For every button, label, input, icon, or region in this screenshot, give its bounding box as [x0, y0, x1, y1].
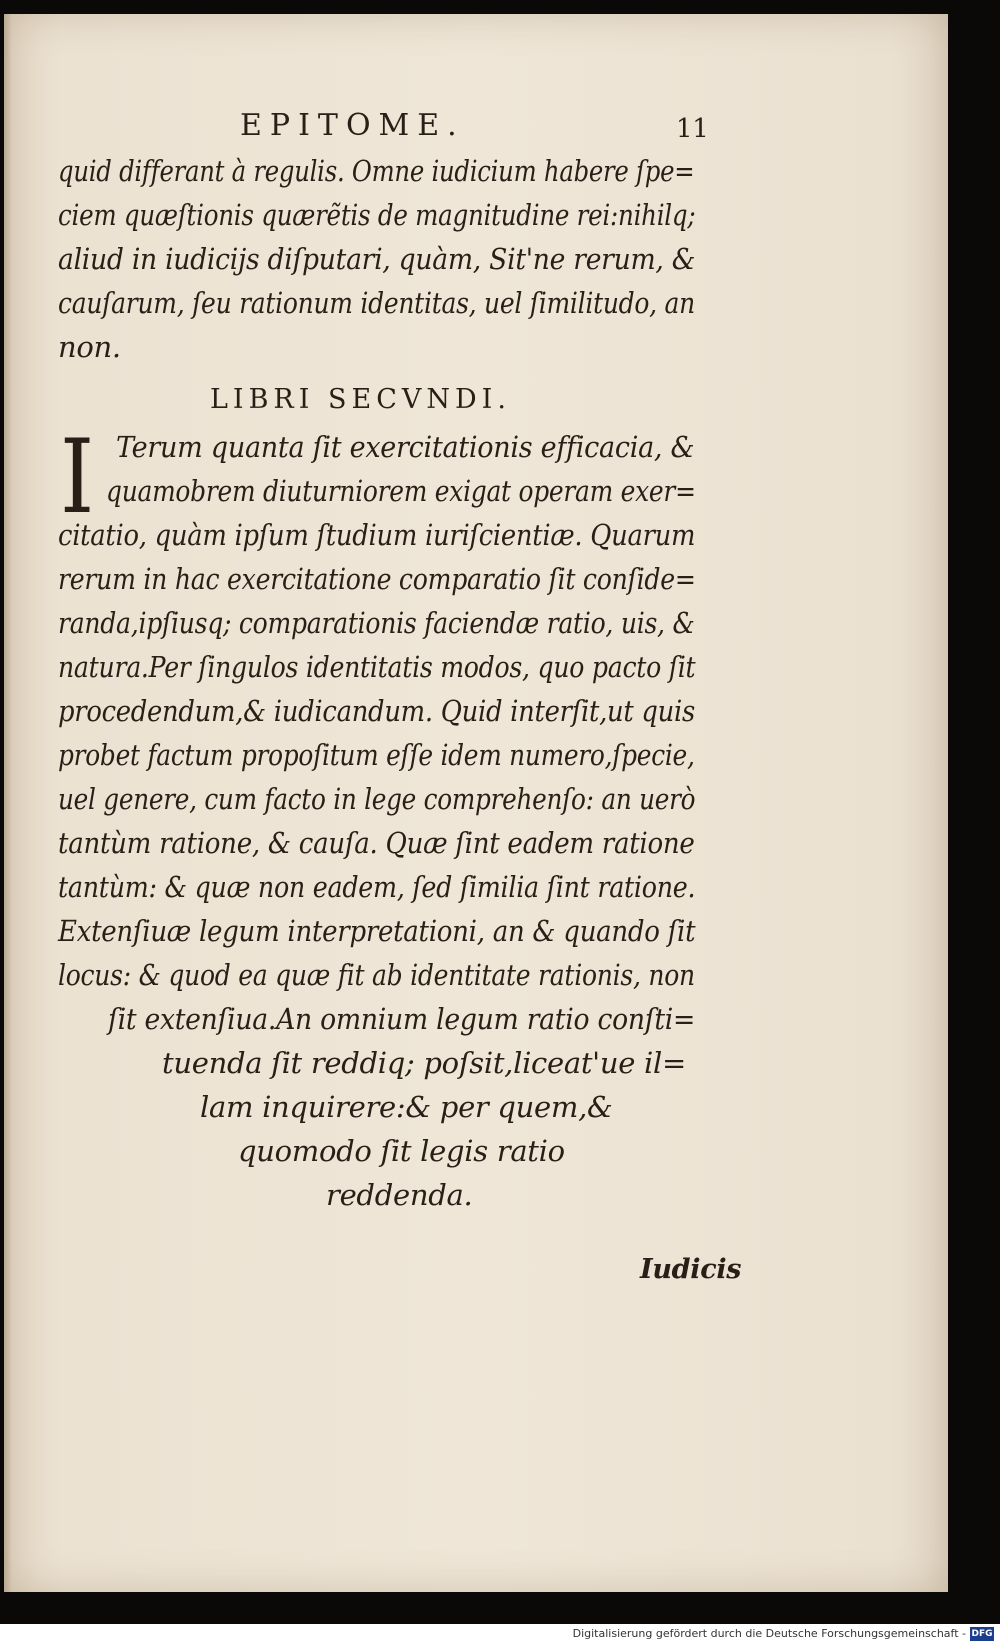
text-line: lam inquirere:& per quem,&	[200, 1090, 613, 1124]
text-line: citatio, quàm ipſum ſtudium iuriſcientiæ. Quarum	[58, 518, 696, 552]
catchword: Iudicis	[640, 1254, 742, 1285]
text-line: Terum quanta ſit exercitationis efficacia, &	[116, 430, 695, 464]
section-heading: LIBRI SECVNDI.	[210, 384, 511, 415]
text-line: non.	[58, 330, 121, 364]
text-line: Extenſiuæ legum interpretationi, an & quando ſit	[58, 914, 696, 948]
text-line: natura.Per ſingulos identitatis modos, quo pacto ſit	[58, 650, 696, 684]
text-line: ciem quæſtionis quærẽtis de magnitudine rei:nihilq;	[58, 198, 696, 232]
text-line: cauſarum, ſeu rationum identitas, uel ſimilitudo, an	[58, 286, 695, 320]
text-line: procedendum,& iudicandum. Quid interſit,ut quis	[58, 694, 696, 728]
text-line: quamobrem diuturniorem exigat operam exer=	[106, 474, 696, 508]
text-line: probet factum propoſitum eſſe idem numero,ſpecie,	[58, 738, 695, 772]
text-line: rerum in hac exercitatione comparatio ſit conſide=	[58, 562, 696, 596]
text-line: locus: & quod ea quæ fit ab identitate rationis, non	[58, 958, 695, 992]
drop-cap: I	[60, 418, 95, 537]
text-line: reddenda.	[326, 1178, 473, 1212]
digitization-footer	[0, 1624, 1000, 1647]
text-line: uel genere, cum facto in lege comprehenſo: an uerò	[58, 782, 696, 816]
text-line: quid differant à regulis. Omne iudicium habere ſpe=	[58, 154, 695, 188]
text-line: tuenda ſit reddiq; poſsit,liceat'ue il=	[162, 1046, 686, 1080]
text-line: ſit extenſiua.An omnium legum ratio conſti=	[108, 1002, 696, 1036]
footer-credit: Digitalisierung gefördert durch die Deutsche Forschungsgemeinschaft -	[572, 1627, 966, 1640]
page-number: 11	[676, 114, 709, 144]
page-gutter-shadow	[4, 14, 12, 1592]
text-line: tantùm: & quæ non eadem, ſed ſimilia ſint ratione.	[58, 870, 696, 904]
text-line: quomodo ſit legis ratio	[238, 1134, 565, 1168]
text-line: randa,ipſiusq; comparationis faciendæ ratio, uis, &	[58, 606, 695, 640]
text-line: aliud in iudicijs diſputari, quàm, Sit'ne rerum, &	[58, 242, 696, 276]
running-head: EPITOME.	[240, 108, 465, 143]
dfg-logo: DFG	[971, 1629, 993, 1639]
text-line: tantùm ratione, & cauſa. Quæ ſint eadem ratione	[58, 826, 695, 860]
